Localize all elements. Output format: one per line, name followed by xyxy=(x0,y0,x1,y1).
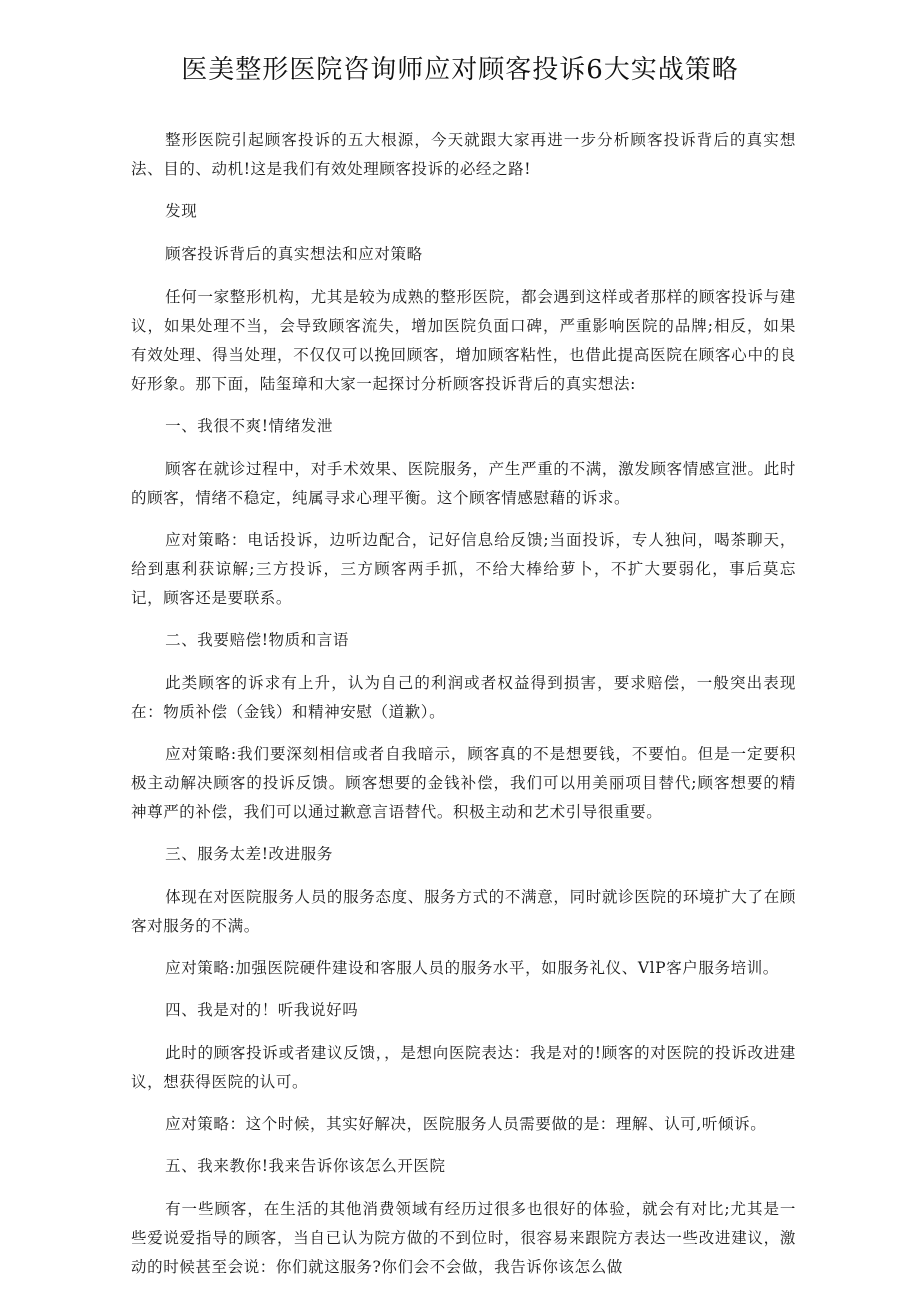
section-3-description: 体现在对医院服务人员的服务态度、服务方式的不满意，同时就诊医院的环境扩大了在顾客对服务的不满。 xyxy=(131,888,796,935)
section-5-description: 有一些顾客，在生活的其他消费领域有经历过很多也很好的体验，就会有对比;尤其是一些爱说爱指导的顾客，当自已认为院方做的不到位时，很容易来跟院方表达一些改进建议，激动的时候甚至会说：你们就这服务?你们会不会做，我告诉你该怎么做 xyxy=(131,1200,796,1276)
section-heading-1: 一、我很不爽!情绪发泄 xyxy=(165,417,333,435)
overview-paragraph: 任何一家整形机构，尤其是较为成熟的整形医院，都会遇到这样或者那样的顾客投诉与建议，如果处理不当，会导致顾客流失，增加医院负面口碑，严重影响医院的品牌;相反，如果有效处理、得当处理，不仅仅可以挽回顾客，增加顾客粘性，也借此提高医院在顾客心中的良好形象。那下面，陆玺璋和大家一起探讨分析顾客投诉背后的真实想法: xyxy=(131,288,796,393)
section-1-description: 顾客在就诊过程中，对手术效果、医院服务，产生严重的不满，激发顾客情感宣泄。此时的顾客，情绪不稳定，纯属寻求心理平衡。这个顾客情感慰藉的诉求。 xyxy=(131,460,796,507)
document-body xyxy=(131,126,796,1295)
section-4-description: 此时的顾客投诉或者建议反馈，，是想向医院表达：我是对的!顾客的对医院的投诉改进建议，想获得医院的认可。 xyxy=(131,1044,796,1091)
section-1-strategy: 应对策略：电话投诉，边听边配合，记好信息给反馈;当面投诉，专人独问，喝茶聊天，给到惠利获谅解;三方投诉，三方顾客两手抓，不给大棒给萝卜，不扩大要弱化，事后莫忘记，顾客还是要联系。 xyxy=(131,531,796,607)
section-heading-3: 三、服务太差!改进服务 xyxy=(165,845,333,863)
section-2-strategy: 应对策略:我们要深刻相信或者自我暗示，顾客真的不是想要钱，不要怕。但是一定要积极主动解决顾客的投诉反馈。顾客想要的金钱补偿，我们可以用美丽项目替代;顾客想要的精神尊严的补偿，我们可以通过歉意言语替代。积极主动和艺术引导很重要。 xyxy=(131,745,796,821)
section-heading-4: 四、我是对的！听我说好吗 xyxy=(165,1001,359,1019)
section-label-discover: 发现 xyxy=(165,202,198,220)
section-heading-5: 五、我来教你!我来告诉你该怎么开医院 xyxy=(165,1157,446,1175)
document-title: 医美整形医院咨询师应对顾客投诉6大实战策略 xyxy=(181,55,739,85)
section-heading-2: 二、我要赔偿!物质和言语 xyxy=(165,631,350,649)
section-heading-strategy: 顾客投诉背后的真实想法和应对策略 xyxy=(165,245,423,263)
section-2-description: 此类顾客的诉求有上升，认为自己的利润或者权益得到损害，要求赔偿，一般突出表现在：物质补偿（金钱）和精神安慰（道歉）。 xyxy=(131,674,796,721)
section-3-strategy: 应对策略:加强医院硬件建设和客服人员的服务水平，如服务礼仪、VlP客户服务培训。 xyxy=(165,959,779,977)
section-4-strategy: 应对策略：这个时候，其实好解决，医院服务人员需要做的是：理解、认可,听倾诉。 xyxy=(165,1115,767,1133)
intro-paragraph: 整形医院引起顾客投诉的五大根源，今天就跟大家再进一步分析顾客投诉背后的真实想法、目的、动机!这是我们有效处理顾客投诉的必经之路! xyxy=(131,131,796,178)
